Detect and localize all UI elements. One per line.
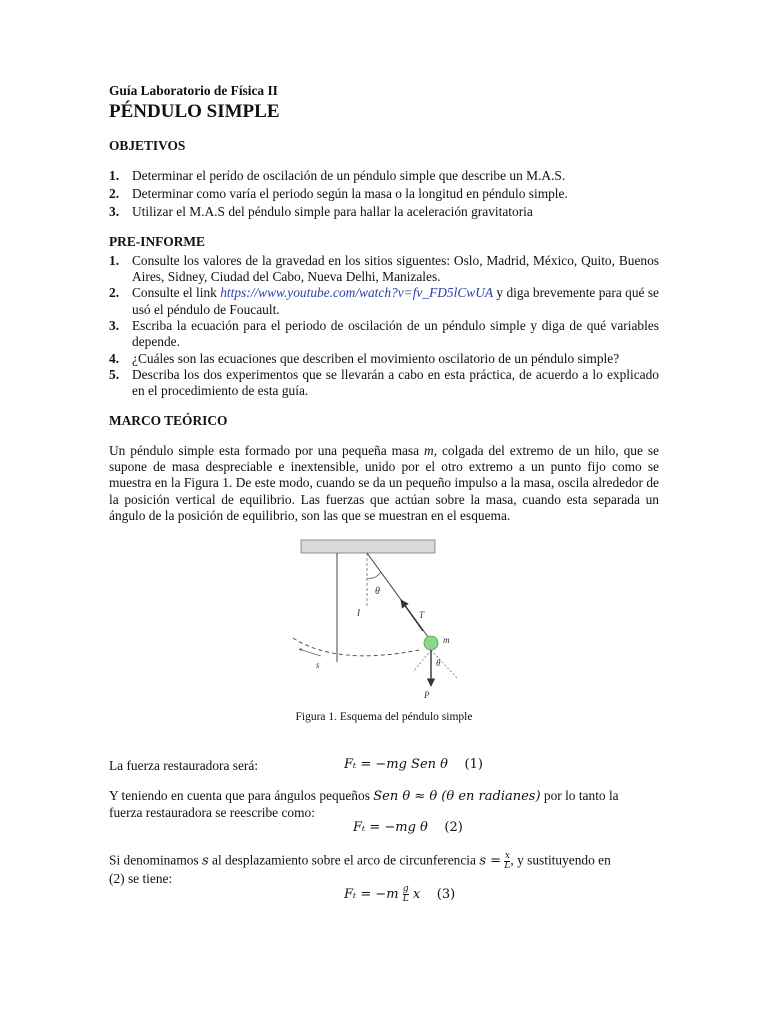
label-theta: θ: [375, 586, 380, 597]
equation-3: Fₜ = −m $\frac{g}{L}$ x (3): [344, 884, 456, 904]
ceiling-support: [301, 540, 435, 553]
label-weight: P: [424, 690, 430, 700]
arc-arrow: [299, 649, 321, 656]
weight-component-dashed: [431, 650, 457, 678]
list-item: 1. Determinar el perído de oscilación de un péndulo simple que describe un M.A.S.: [109, 167, 566, 183]
label-mass: m: [443, 635, 450, 645]
list-item: 5. Describa los dos experimentos que se llevarán a cabo en esta práctica, de acuerdo a lo explicado en el procedimiento de esta guía.: [109, 366, 659, 399]
angle-arc: [367, 572, 381, 578]
intro-arc-displacement: Si denominamos s al desplazamiento sobre el arco de circunferencia s = $\frac{x}{L}$ , y sustituyendo en (2) se tiene:: [109, 851, 611, 886]
label-length: l: [357, 607, 361, 619]
equation-1: Fₜ = −mg Sen θ (1): [344, 757, 483, 772]
label-theta-2: θ: [436, 658, 441, 668]
document-page: [109, 83, 659, 524]
list-item: 3. Escriba la ecuación para el periodo de oscilación de un péndulo simple y diga de qué variables depende.: [109, 317, 659, 350]
intro-small-angle: Y teniendo en cuenta que para ángulos pequeños Sen θ ≈ θ (θ en radianes) por lo tanto la fuerza restauradora se reescribe como:: [109, 788, 619, 821]
list-item: 3. Utilizar el M.A.S del péndulo simple para hallar la aceleración gravitatoria: [109, 204, 533, 220]
marco-paragraph: Un péndulo simple esta formado por una pequeña masa m, colgada del extremo de un hilo, que se supone de masa despreciable e inextensible, unido por el otro extremo a un punto fijo como se muestra en la Figura 1. De este modo, cuando se da un pequeño impulso a la masa, oscila alrededor de la posición vertical de equilibrio. Las fuerzas que actúan sobre la masa, cuando esta separada un ángulo de la posición de equilibrio, son las que se muestran en el esquema.: [109, 442, 659, 523]
fraction-x-over-l: $\frac{x}{L}$: [504, 851, 511, 871]
doc-title: PÉNDULO SIMPLE: [109, 101, 280, 123]
heading-marco-teorico: MARCO TEÓRICO: [109, 413, 228, 429]
foucault-video-link[interactable]: https://www.youtube.com/watch?v=fv_FD5lCwUA: [220, 285, 494, 301]
label-arc-s: s: [316, 660, 320, 670]
list-item: 2. Determinar como varía el periodo según la masa o la longitud en péndulo simple.: [109, 185, 568, 201]
intro-restoring-force: La fuerza restauradora será:: [109, 758, 259, 773]
label-tension: T: [419, 610, 425, 620]
list-item: 1. Consulte los valores de la gravedad en los sitios siguentes: Oslo, Madrid, México, Quito, Buenos Aires, Sidney, Ciudad del Cabo, Nueva Delhi, Manizales.: [109, 252, 659, 285]
figure-caption: Figura 1. Esquema del péndulo simple: [295, 711, 473, 723]
heading-preinforme: PRE-INFORME: [109, 234, 205, 250]
objetivos-list: [109, 168, 659, 221]
pendulum-diagram: [291, 538, 463, 706]
heading-objetivos: OBJETIVOS: [109, 138, 186, 154]
fraction-g-over-l: $\frac{g}{L}$: [402, 884, 409, 904]
doc-subtitle: Guía Laboratorio de Física II: [109, 83, 278, 98]
list-item: 2. Consulte el link https://www.youtube.com/watch?v=fv_FD5lCwUA y diga brevemente para qué se usó el péndulo de Foucault.: [109, 285, 659, 317]
list-item: 4. ¿Cuáles son las ecuaciones que describen el movimiento oscilatorio de un péndulo simple?: [109, 350, 620, 366]
pendulum-bob: [424, 636, 438, 650]
preinforme-list: [109, 253, 659, 400]
equation-2: Fₜ = −mg θ (2): [353, 820, 463, 835]
weight-component-dashed-2: [413, 650, 431, 672]
